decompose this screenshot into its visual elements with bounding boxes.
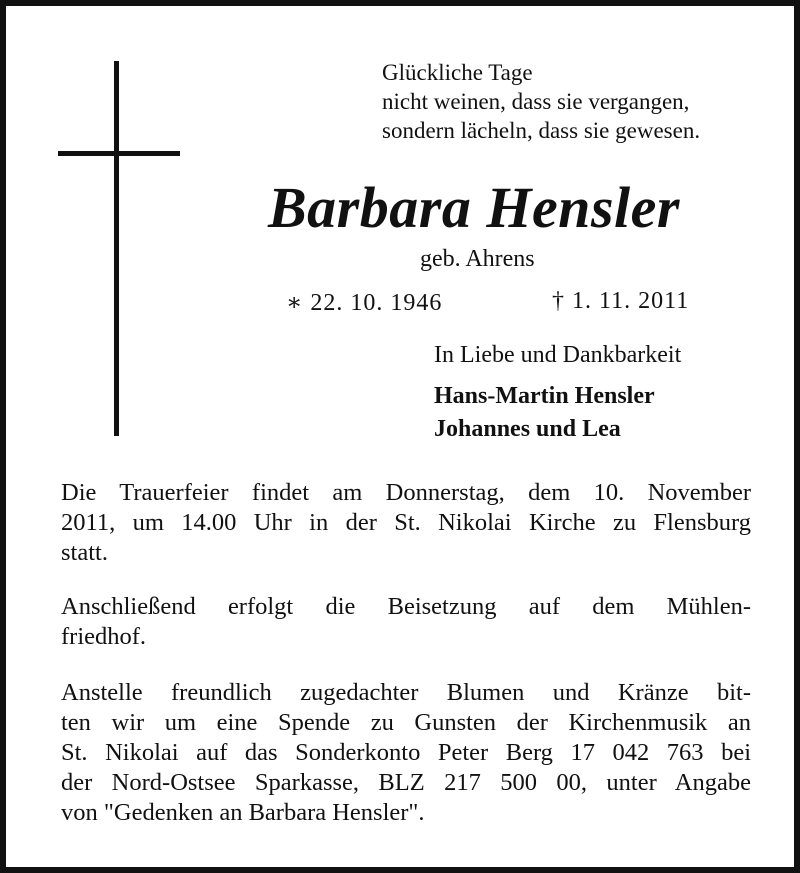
death-date: † 1. 11. 2011 xyxy=(552,288,690,314)
paragraph-line: statt. xyxy=(61,539,108,566)
poem-line: Glückliche Tage xyxy=(382,60,533,85)
poem-line: nicht weinen, dass sie vergangen, xyxy=(382,89,690,114)
burial-paragraph xyxy=(61,592,751,652)
mourners-intro: In Liebe und Dankbarkeit xyxy=(434,342,682,368)
funeral-service-paragraph xyxy=(61,478,751,568)
paragraph-line: ten wir um eine Spende zu Gunsten der Kirchenmusik an xyxy=(61,709,751,736)
cross-vertical-bar xyxy=(114,61,119,436)
birth-date: ∗ 22. 10. 1946 xyxy=(286,290,443,316)
deceased-name: Barbara Hensler xyxy=(268,175,680,240)
paragraph-line: von "Gedenken an Barbara Hensler". xyxy=(61,799,425,826)
paragraph-line: Die Trauerfeier findet am Donnerstag, dem 10. November xyxy=(61,479,751,506)
paragraph-line: Anstelle freundlich zugedachter Blumen und Kränze bit- xyxy=(61,679,751,706)
cross-horizontal-bar xyxy=(58,151,180,156)
paragraph-line: St. Nikolai auf das Sonderkonto Peter Berg 17 042 763 bei xyxy=(61,739,751,766)
poem xyxy=(382,58,700,145)
mourners-names xyxy=(434,380,655,446)
maiden-name: geb. Ahrens xyxy=(420,246,535,272)
donation-paragraph xyxy=(61,678,751,828)
mourner-name: Hans-Martin Hensler xyxy=(434,383,655,409)
paragraph-line: Anschließend erfolgt die Beisetzung auf dem Mühlen- xyxy=(61,593,751,620)
paragraph-line: 2011, um 14.00 Uhr in der St. Nikolai Kirche zu Flensburg xyxy=(61,509,751,536)
paragraph-line: der Nord-Ostsee Sparkasse, BLZ 217 500 00, unter Angabe xyxy=(61,769,751,796)
mourner-name: Johannes und Lea xyxy=(434,416,621,442)
poem-line: sondern lächeln, dass sie gewesen. xyxy=(382,118,701,143)
paragraph-line: friedhof. xyxy=(61,623,147,650)
